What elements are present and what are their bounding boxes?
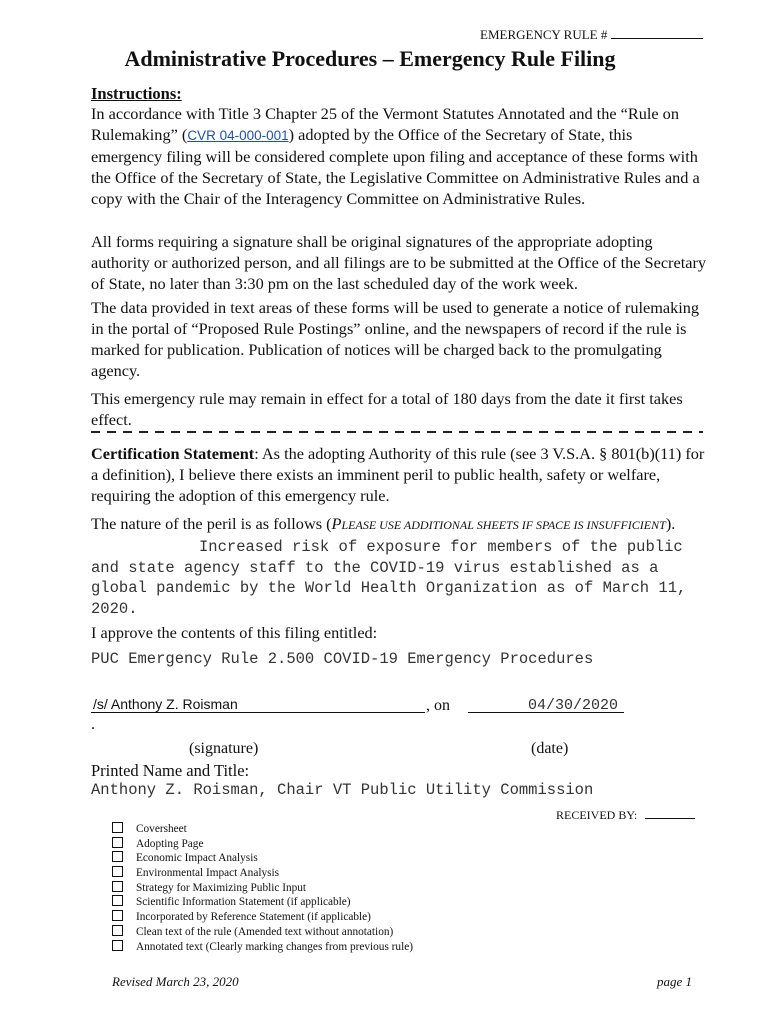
checkbox[interactable]	[112, 837, 123, 848]
printed-name-label: Printed Name and Title:	[91, 761, 250, 780]
instructions-paragraph-2: All forms requiring a signature shall be original signatures of the appropriate adopting authority or authorized person, and all filings are to be submitted at the Office of the Secretary of State, no later than 3:30 pm on the last scheduled day of the work week.	[91, 232, 707, 293]
received-by-label: RECEIVED BY:	[556, 808, 638, 822]
filing-title-field[interactable]: PUC Emergency Rule 2.500 COVID-19 Emergency Procedures	[91, 650, 594, 668]
signature-caption: (signature)	[189, 740, 259, 757]
signature-field[interactable]: /s/ Anthony Z. Roisman	[93, 696, 238, 712]
checkbox[interactable]	[112, 851, 123, 862]
checklist-label: Adopting Page	[136, 837, 204, 850]
checklist-item[interactable]	[112, 910, 413, 925]
checklist-item[interactable]	[112, 895, 413, 910]
checkbox[interactable]	[112, 910, 123, 921]
rule-number-blank[interactable]	[611, 26, 703, 39]
stray-mark: .	[91, 716, 95, 733]
peril-intro	[91, 514, 706, 536]
checklist-item[interactable]	[112, 837, 413, 852]
checkbox[interactable]	[112, 881, 123, 892]
checklist-label: Annotated text (Clearly marking changes from previous rule)	[136, 940, 413, 953]
checklist-item[interactable]	[112, 851, 413, 866]
checkbox[interactable]	[112, 895, 123, 906]
p1-text-after-link: ) adopted by the Office of the Secretary of State, this emergency filing will be considered complete upon filing and acceptance of these forms with the Office of the Secretary of State, the Legislative Committee on Administrative Rules and a copy with the Chair of the Interagency Committee on Administrative Rules.	[91, 124, 700, 208]
checklist-item[interactable]	[112, 940, 413, 955]
checkbox[interactable]	[112, 925, 123, 936]
peril-instruction: LEASE USE ADDITIONAL SHEETS IF SPACE IS INSUFFICIENT	[341, 518, 666, 532]
checklist-label: Coversheet	[136, 823, 187, 835]
checklist-label: Strategy for Maximizing Public Input	[136, 881, 307, 894]
certification-label: Certification Statement	[91, 444, 255, 463]
peril-instruction-initial: P	[331, 514, 342, 533]
checklist-item[interactable]	[112, 822, 413, 837]
p1-text-before-link: In accordance with Title 3 Chapter 25 of the Vermont Statutes Annotated and the “Rule on Rulemaking” (	[91, 104, 679, 144]
peril-description-field[interactable]: Increased risk of exposure for members of the public and state agency staff to the COVID-19 virus established as a global pandemic by the World Health Organization as of March 11, 2020.	[91, 538, 687, 618]
peril-intro-close: ).	[665, 514, 676, 533]
instructions-paragraph-3: The data provided in text areas of these forms will be used to generate a notice of rulemaking in the portal of “Proposed Rule Postings” online, and the newspapers of record if the rule is marked for publication. Publication of notices will be charged back to the promulgating agency.	[91, 298, 700, 380]
certification-statement	[91, 444, 706, 507]
received-by	[556, 808, 695, 823]
checkbox[interactable]	[112, 822, 123, 833]
date-caption: (date)	[531, 740, 569, 757]
printed-name-field[interactable]: Anthony Z. Roisman, Chair VT Public Utility Commission	[91, 781, 594, 799]
checklist-label: Clean text of the rule (Amended text without annotation)	[136, 925, 394, 938]
page-title: Administrative Procedures – Emergency Rule Filing	[124, 46, 616, 71]
instructions-heading: Instructions:	[91, 84, 182, 103]
rule-number-label: EMERGENCY RULE #	[480, 27, 608, 42]
instructions-paragraph-4: This emergency rule may remain in effect for a total of 180 days from the date it first takes effect.	[91, 389, 683, 429]
attachments-checklist	[112, 822, 413, 954]
checklist-label: Economic Impact Analysis	[136, 852, 258, 865]
certification-text: : As the adopting Authority of this rule (see 3 V.S.A. § 801(b)(11) for a definition), I believe there exists an imminent peril to public health, safety or welfare, requiring the adoption of this emergency rule.	[91, 444, 705, 505]
section-divider	[89, 428, 705, 436]
checklist-item[interactable]	[112, 925, 413, 940]
checkbox[interactable]	[112, 866, 123, 877]
checkbox[interactable]	[112, 940, 123, 951]
page-number: page 1	[657, 974, 693, 989]
checklist-label: Environmental Impact Analysis	[136, 867, 280, 880]
instructions-paragraph-1	[91, 104, 706, 210]
checklist-item[interactable]	[112, 881, 413, 896]
checklist-label: Scientific Information Statement (if applicable)	[136, 896, 351, 909]
date-field[interactable]: 04/30/2020	[527, 697, 618, 714]
checklist-label: Incorporated by Reference Statement (if applicable)	[136, 911, 371, 924]
cvr-rule-link[interactable]: CVR 04-000-001	[187, 127, 289, 143]
emergency-rule-number	[480, 26, 703, 43]
on-label: , on	[426, 697, 450, 714]
revised-date: Revised March 23, 2020	[112, 974, 239, 989]
approval-label: I approve the contents of this filing entitled:	[91, 623, 378, 642]
checklist-item[interactable]	[112, 866, 413, 881]
received-by-blank[interactable]	[645, 808, 695, 819]
peril-intro-text: The nature of the peril is as follows (	[91, 514, 332, 533]
